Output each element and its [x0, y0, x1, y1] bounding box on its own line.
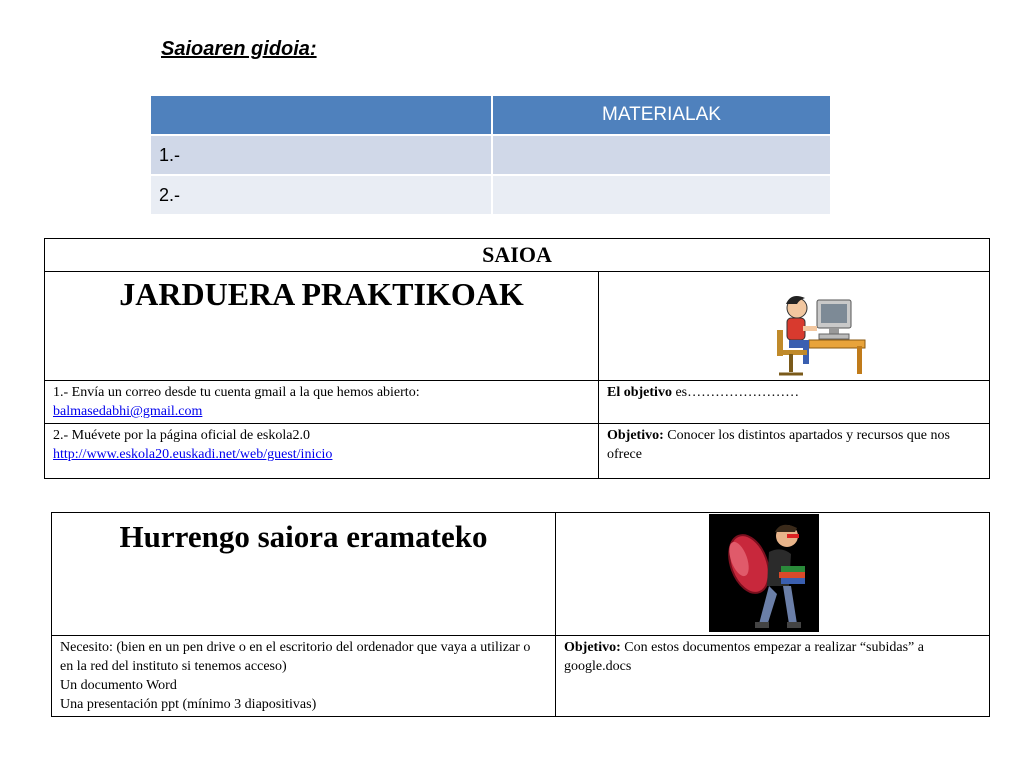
- materials-header-blank: [151, 96, 491, 134]
- guide-heading: Saioaren gidoia:: [161, 38, 317, 60]
- row-material: [493, 176, 830, 214]
- needs-line: Necesito: (bien en un pen drive o en el escritorio del ordenador que vaya a utilizar o en la red del instituto si tenemos acceso): [60, 640, 531, 674]
- activity-2-text: 2.- Muévete por la página oficial de eskola2.0: [53, 428, 310, 443]
- next-session-title: Hurrengo saiora eramateko: [52, 513, 556, 636]
- table-row: [151, 176, 830, 214]
- objective-text: Conocer los distintos apartados y recursos que nos ofrece: [607, 428, 950, 462]
- person-at-computer-icon: [769, 290, 869, 380]
- objective-label: Objetivo:: [607, 428, 664, 443]
- student-with-backpack-icon: [709, 514, 819, 632]
- objective-text: Con estos documentos empezar a realizar “subidas” a google.docs: [564, 640, 924, 674]
- objective-text: es……………………: [671, 385, 800, 400]
- activity-2: [45, 424, 599, 479]
- row-number: 1.-: [151, 136, 491, 174]
- row-material: [493, 136, 830, 174]
- needs-line: Un documento Word: [60, 678, 177, 693]
- next-objective: [556, 636, 990, 717]
- next-session-table: [51, 512, 990, 717]
- session-title: SAIOA: [45, 239, 990, 272]
- session-table: [44, 238, 990, 479]
- activity-1: [45, 381, 599, 424]
- row-number: 2.-: [151, 176, 491, 214]
- backpack-student-image: [556, 513, 990, 636]
- needs-line: Una presentación ppt (mínimo 3 diapositivas): [60, 697, 317, 712]
- activity-2-objective: [599, 424, 990, 479]
- objective-label: Objetivo:: [564, 640, 621, 655]
- materials-header-row: [151, 96, 830, 134]
- activity-1-objective: [599, 381, 990, 424]
- activity-1-email-link[interactable]: balmasedabhi@gmail.com: [53, 404, 203, 419]
- materials-header: MATERIALAK: [493, 96, 830, 134]
- computer-user-image: [599, 272, 990, 381]
- materials-table: [149, 94, 832, 216]
- activity-1-text: 1.- Envía un correo desde tu cuenta gmail a la que hemos abierto:: [53, 385, 420, 400]
- practical-activities-title: JARDUERA PRAKTIKOAK: [45, 272, 599, 381]
- needs-list: [52, 636, 556, 717]
- table-row: [151, 136, 830, 174]
- objective-label: El objetivo: [607, 385, 672, 400]
- activity-2-url-link[interactable]: http://www.eskola20.euskadi.net/web/guest/inicio: [53, 447, 333, 462]
